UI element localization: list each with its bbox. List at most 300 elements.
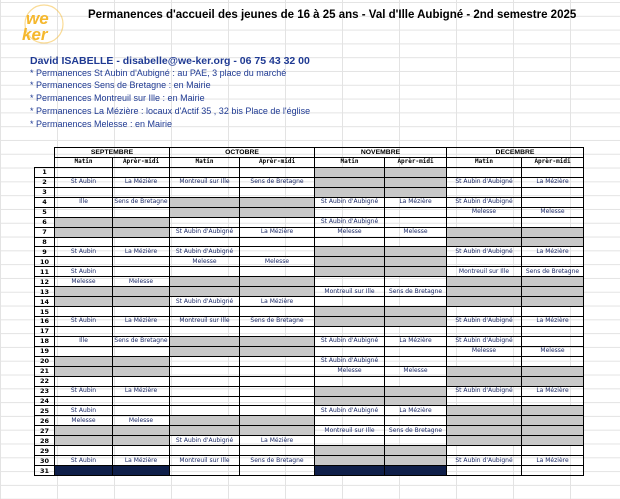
empty-cell — [240, 307, 315, 317]
nonexistent-day-cell — [55, 466, 113, 476]
empty-cell — [522, 396, 584, 406]
empty-cell — [55, 307, 113, 317]
day-row — [35, 317, 584, 327]
permanence-cell: Ille — [55, 197, 113, 207]
day-row — [35, 297, 584, 307]
day-row — [35, 167, 584, 177]
closed-cell — [170, 287, 240, 297]
day-number: 29 — [35, 446, 55, 456]
empty-cell — [170, 376, 240, 386]
closed-cell — [55, 217, 113, 227]
permanence-cell: Ille — [55, 336, 113, 346]
closed-cell — [240, 287, 315, 297]
permanence-cell: Melesse — [447, 346, 522, 356]
empty-cell — [240, 217, 315, 227]
permanence-cell: Montreuil sur Ille — [447, 267, 522, 277]
permanence-cell: La Mézière — [113, 456, 170, 466]
permanence-cell: St Aubin d'Aubigné — [315, 356, 385, 366]
day-row — [35, 177, 584, 187]
empty-cell — [447, 257, 522, 267]
empty-cell — [385, 277, 447, 287]
closed-cell — [170, 197, 240, 207]
closed-cell — [315, 396, 385, 406]
closed-cell — [522, 406, 584, 416]
day-number: 8 — [35, 237, 55, 247]
day-row — [35, 426, 584, 436]
permanence-cell: Melesse — [385, 227, 447, 237]
closed-cell — [522, 376, 584, 386]
permanence-cell: St Aubin d'Aubigné — [315, 406, 385, 416]
closed-cell — [240, 346, 315, 356]
closed-cell — [315, 446, 385, 456]
closed-cell — [522, 416, 584, 426]
nonexistent-day-cell — [113, 466, 170, 476]
day-number: 31 — [35, 466, 55, 476]
closed-cell — [385, 267, 447, 277]
empty-cell — [113, 257, 170, 267]
empty-cell — [113, 307, 170, 317]
permanence-cell: La Mézière — [385, 406, 447, 416]
empty-cell — [170, 446, 240, 456]
closed-cell — [447, 426, 522, 436]
day-row — [35, 446, 584, 456]
day-number: 24 — [35, 396, 55, 406]
closed-cell — [315, 167, 385, 177]
empty-cell — [240, 466, 315, 476]
empty-cell — [522, 326, 584, 336]
day-number: 30 — [35, 456, 55, 466]
closed-cell — [240, 277, 315, 287]
corner-cell — [35, 148, 55, 158]
closed-cell — [522, 366, 584, 376]
closed-cell — [315, 177, 385, 187]
permanence-cell: La Mézière — [522, 456, 584, 466]
permanence-cell: St Aubin d'Aubigné — [447, 197, 522, 207]
day-number: 23 — [35, 386, 55, 396]
closed-cell — [315, 386, 385, 396]
permanence-cell: Melesse — [522, 346, 584, 356]
empty-cell — [240, 237, 315, 247]
empty-cell — [55, 237, 113, 247]
empty-cell — [170, 187, 240, 197]
empty-cell — [113, 326, 170, 336]
empty-cell — [315, 376, 385, 386]
day-number: 27 — [35, 426, 55, 436]
day-number: 19 — [35, 346, 55, 356]
closed-cell — [315, 247, 385, 257]
closed-cell — [447, 237, 522, 247]
permanence-cell: Montreuil sur Ille — [170, 317, 240, 327]
day-row — [35, 267, 584, 277]
empty-cell — [522, 446, 584, 456]
empty-cell — [240, 376, 315, 386]
closed-cell — [447, 366, 522, 376]
empty-cell — [522, 466, 584, 476]
closed-cell — [55, 227, 113, 237]
closed-cell — [385, 307, 447, 317]
day-number: 1 — [35, 167, 55, 177]
closed-cell — [55, 366, 113, 376]
closed-cell — [447, 416, 522, 426]
info-line-la-meziere: * Permanences La Mézière : locaux d'Actif 35 , 32 bis Place de l'église — [30, 106, 311, 116]
empty-cell — [385, 416, 447, 426]
empty-cell — [447, 446, 522, 456]
day-row — [35, 346, 584, 356]
closed-cell — [315, 187, 385, 197]
closed-cell — [55, 426, 113, 436]
day-number: 10 — [35, 257, 55, 267]
permanence-cell: Sens de Bretagne — [114, 198, 168, 206]
empty-cell — [113, 267, 170, 277]
empty-cell — [240, 356, 315, 366]
contact-line: David ISABELLE - disabelle@we-ker.org - 06 75 43 32 00 — [30, 55, 310, 67]
empty-cell — [170, 217, 240, 227]
day-number: 11 — [35, 267, 55, 277]
permanence-cell: Melesse — [315, 366, 385, 376]
permanence-cell: Sens de Bretagne — [385, 287, 447, 297]
day-number: 25 — [35, 406, 55, 416]
closed-cell — [315, 267, 385, 277]
day-number: 15 — [35, 307, 55, 317]
day-row — [35, 307, 584, 317]
permanence-cell: St Aubin d'Aubigné — [170, 436, 240, 446]
permanence-cell: La Mézière — [240, 436, 315, 446]
empty-cell — [315, 277, 385, 287]
empty-cell — [240, 267, 315, 277]
day-row — [35, 197, 584, 207]
closed-cell — [240, 336, 315, 346]
closed-cell — [522, 436, 584, 446]
day-row — [35, 237, 584, 247]
empty-cell — [522, 356, 584, 366]
permanence-cell: Sens de Bretagne — [240, 177, 315, 187]
permanence-cell: Melesse — [113, 416, 170, 426]
permanence-cell: St Aubin d'Aubigné — [447, 317, 522, 327]
permanence-cell: La Mézière — [113, 247, 170, 257]
closed-cell — [113, 287, 170, 297]
closed-cell — [113, 297, 170, 307]
closed-cell — [447, 227, 522, 237]
day-number: 20 — [35, 356, 55, 366]
permanence-cell: St Aubin — [55, 386, 113, 396]
closed-cell — [522, 227, 584, 237]
closed-cell — [55, 287, 113, 297]
day-row — [35, 466, 584, 476]
permanence-cell: St Aubin — [55, 456, 113, 466]
closed-cell — [385, 187, 447, 197]
day-row — [35, 287, 584, 297]
empty-cell — [447, 326, 522, 336]
empty-cell — [113, 406, 170, 416]
empty-cell — [315, 207, 385, 217]
empty-cell — [55, 187, 113, 197]
empty-cell — [385, 297, 447, 307]
empty-cell — [447, 167, 522, 177]
permanence-cell: Melesse — [522, 207, 584, 217]
day-row — [35, 436, 584, 446]
info-line-montreuil: * Permanences Montreuil sur Ille : en Mairie — [30, 93, 205, 103]
permanence-cell: St Aubin d'Aubigné — [170, 227, 240, 237]
empty-cell — [385, 326, 447, 336]
day-number: 9 — [35, 247, 55, 257]
closed-cell — [55, 436, 113, 446]
day-number: 17 — [35, 326, 55, 336]
day-row — [35, 376, 584, 386]
month-header-row — [35, 148, 584, 158]
closed-cell — [447, 376, 522, 386]
nonexistent-day-cell — [385, 466, 447, 476]
closed-cell — [385, 386, 447, 396]
empty-cell — [240, 326, 315, 336]
page-title: Permanences d'accueil des jeunes de 16 à 25 ans - Val d'Ille Aubigné - 2nd semestre 2025 — [88, 9, 577, 21]
permanence-cell: La Mézière — [522, 247, 584, 257]
permanence-cell: La Mézière — [113, 177, 170, 187]
empty-cell — [447, 217, 522, 227]
day-number: 4 — [35, 197, 55, 207]
we-ker-logo — [8, 4, 72, 48]
empty-cell — [240, 406, 315, 416]
day-number: 5 — [35, 207, 55, 217]
closed-cell — [170, 336, 240, 346]
empty-cell — [113, 346, 170, 356]
day-row — [35, 217, 584, 227]
empty-cell — [170, 356, 240, 366]
day-row — [35, 356, 584, 366]
closed-cell — [315, 257, 385, 267]
month-header-novembre: NOVEMBRE — [315, 148, 447, 158]
closed-cell — [522, 297, 584, 307]
closed-cell — [170, 277, 240, 287]
empty-cell — [315, 237, 385, 247]
corner-cell — [35, 158, 55, 168]
empty-cell — [240, 396, 315, 406]
closed-cell — [113, 227, 170, 237]
closed-cell — [240, 416, 315, 426]
permanence-cell: La Mézière — [385, 336, 447, 346]
closed-cell — [315, 456, 385, 466]
empty-cell — [385, 436, 447, 446]
empty-cell — [113, 187, 170, 197]
closed-cell — [240, 197, 315, 207]
closed-cell — [170, 426, 240, 436]
empty-cell — [385, 207, 447, 217]
empty-cell — [113, 396, 170, 406]
logo-text-bottom: ker — [22, 25, 48, 44]
permanence-cell: St Aubin — [55, 267, 113, 277]
empty-cell — [170, 396, 240, 406]
empty-cell — [385, 346, 447, 356]
empty-cell — [55, 376, 113, 386]
day-row — [35, 416, 584, 426]
empty-cell — [170, 466, 240, 476]
permanence-cell: Melesse — [170, 257, 240, 267]
slot-header-pm: Aprèr-midi — [240, 158, 315, 168]
permanence-cell: La Mézière — [522, 386, 584, 396]
empty-cell — [522, 167, 584, 177]
day-number: 6 — [35, 217, 55, 227]
closed-cell — [447, 436, 522, 446]
slot-header-pm: Aprèr-midi — [113, 158, 170, 168]
permanence-cell: La Mézière — [113, 317, 170, 327]
info-line-sens: * Permanences Sens de Bretagne : en Mairie — [30, 80, 211, 90]
logo-text-top: we — [26, 9, 49, 28]
month-header-decembre: DECEMBRE — [447, 148, 584, 158]
permanence-cell: St Aubin d'Aubigné — [170, 297, 240, 307]
closed-cell — [522, 426, 584, 436]
closed-cell — [447, 277, 522, 287]
permanence-cell: St Aubin — [55, 177, 113, 187]
closed-cell — [113, 426, 170, 436]
empty-cell — [55, 167, 113, 177]
closed-cell — [385, 317, 447, 327]
empty-cell — [447, 307, 522, 317]
empty-cell — [113, 167, 170, 177]
empty-cell — [522, 336, 584, 346]
permanence-cell: Melesse — [447, 207, 522, 217]
permanence-cell: St Aubin — [55, 406, 113, 416]
empty-cell — [385, 376, 447, 386]
empty-cell — [55, 446, 113, 456]
permanence-cell: Sens de Bretagne — [522, 267, 584, 277]
empty-cell — [170, 307, 240, 317]
closed-cell — [385, 247, 447, 257]
closed-cell — [385, 456, 447, 466]
day-row — [35, 207, 584, 217]
empty-cell — [447, 187, 522, 197]
empty-cell — [385, 217, 447, 227]
permanence-cell: Melesse — [240, 257, 315, 267]
closed-cell — [522, 277, 584, 287]
empty-cell — [522, 307, 584, 317]
closed-cell — [240, 426, 315, 436]
closed-cell — [315, 317, 385, 327]
empty-cell — [55, 396, 113, 406]
closed-cell — [113, 366, 170, 376]
empty-cell — [113, 376, 170, 386]
empty-cell — [240, 247, 315, 257]
empty-cell — [385, 237, 447, 247]
day-number: 28 — [35, 436, 55, 446]
permanence-cell: St Aubin d'Aubigné — [315, 336, 385, 346]
permanence-cell: Montreuil sur Ille — [315, 287, 385, 297]
permanence-cell: Sens de Bretagne — [240, 317, 315, 327]
closed-cell — [522, 237, 584, 247]
day-number: 14 — [35, 297, 55, 307]
day-row — [35, 406, 584, 416]
empty-cell — [55, 207, 113, 217]
day-row — [35, 257, 584, 267]
slot-header-pm: Aprèr-midi — [522, 158, 584, 168]
empty-cell — [315, 346, 385, 356]
closed-cell — [447, 297, 522, 307]
day-row — [35, 247, 584, 257]
empty-cell — [170, 386, 240, 396]
closed-cell — [113, 217, 170, 227]
permanence-cell: St Aubin — [55, 247, 113, 257]
permanence-cell: Melesse — [315, 227, 385, 237]
closed-cell — [447, 287, 522, 297]
slot-header-am: Matin — [315, 158, 385, 168]
empty-cell — [447, 396, 522, 406]
permanence-cell: La Mézière — [240, 297, 315, 307]
closed-cell — [385, 177, 447, 187]
empty-cell — [240, 366, 315, 376]
closed-cell — [385, 257, 447, 267]
permanence-cell: St Aubin d'Aubigné — [447, 247, 522, 257]
permanence-calendar — [34, 147, 584, 476]
slot-header-am: Matin — [170, 158, 240, 168]
permanence-cell: St Aubin d'Aubigné — [447, 456, 522, 466]
day-number: 12 — [35, 277, 55, 287]
permanence-cell: La Mézière — [240, 227, 315, 237]
permanence-cell: Melesse — [385, 366, 447, 376]
day-number: 13 — [35, 287, 55, 297]
empty-cell — [55, 257, 113, 267]
day-number: 3 — [35, 187, 55, 197]
day-number: 7 — [35, 227, 55, 237]
permanence-cell: Melesse — [55, 416, 113, 426]
closed-cell — [385, 396, 447, 406]
empty-cell — [315, 326, 385, 336]
empty-cell — [170, 366, 240, 376]
month-header-septembre: SEPTEMBRE — [55, 148, 170, 158]
permanence-cell: St Aubin — [55, 317, 113, 327]
permanence-cell: La Mézière — [522, 317, 584, 327]
permanence-cell: Sens de Bretagne — [114, 337, 168, 345]
empty-cell — [170, 406, 240, 416]
closed-cell — [55, 297, 113, 307]
day-row — [35, 227, 584, 237]
empty-cell — [522, 187, 584, 197]
empty-cell — [315, 297, 385, 307]
empty-cell — [240, 167, 315, 177]
closed-cell — [170, 207, 240, 217]
empty-cell — [170, 237, 240, 247]
permanence-cell: La Mézière — [385, 197, 447, 207]
day-row — [35, 326, 584, 336]
empty-cell — [55, 346, 113, 356]
permanence-cell: Montreuil sur Ille — [170, 177, 240, 187]
empty-cell — [385, 356, 447, 366]
empty-cell — [240, 386, 315, 396]
empty-cell — [522, 217, 584, 227]
empty-cell — [240, 187, 315, 197]
closed-cell — [385, 167, 447, 177]
day-row — [35, 366, 584, 376]
permanence-cell: Sens de Bretagne — [385, 426, 447, 436]
empty-cell — [113, 207, 170, 217]
closed-cell — [170, 346, 240, 356]
permanence-cell: Sens de Bretagne — [240, 456, 315, 466]
day-row — [35, 277, 584, 287]
empty-cell — [170, 167, 240, 177]
day-row — [35, 386, 584, 396]
closed-cell — [113, 436, 170, 446]
empty-cell — [522, 197, 584, 207]
slot-header-row — [35, 158, 584, 168]
day-number: 22 — [35, 376, 55, 386]
day-number: 2 — [35, 177, 55, 187]
permanence-cell: St Aubin d'Aubigné — [447, 386, 522, 396]
day-row — [35, 396, 584, 406]
empty-cell — [315, 436, 385, 446]
permanence-cell: La Mézière — [522, 177, 584, 187]
permanence-cell: Montreuil sur Ille — [170, 456, 240, 466]
permanence-cell: Melesse — [113, 277, 170, 287]
closed-cell — [385, 446, 447, 456]
empty-cell — [447, 466, 522, 476]
permanence-cell: Melesse — [55, 277, 113, 287]
